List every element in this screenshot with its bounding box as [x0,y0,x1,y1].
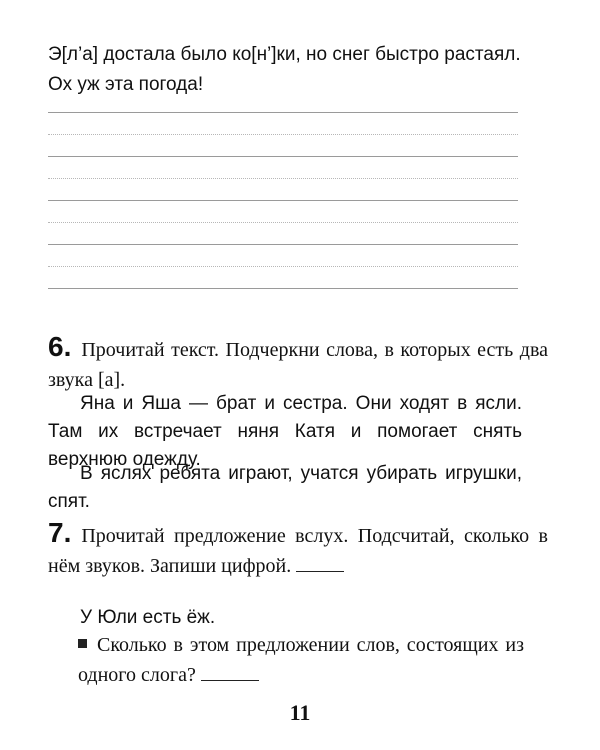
task-6-header [48,332,548,395]
writing-line [48,112,518,113]
bullet-square-icon [78,639,87,648]
task-7-question-text: Сколько в этом предложении слов, состоящих из одного слога? [78,634,524,686]
task-6-paragraph-1: Яна и Яша — брат и сестра. Они ходят в ясли. Там их встречает няня Катя и помогает снять верхнюю одежду. [48,393,522,470]
task-6-instruction: Прочитай текст. Подчеркни слова, в которых есть два звука [а]. [48,339,548,391]
writing-line [48,288,518,289]
answer-blank[interactable] [296,553,344,572]
writing-line [48,156,518,157]
writing-guide-line [48,178,518,179]
task-7-number: 7. [48,517,72,548]
writing-line [48,244,518,245]
task-7-header [48,518,548,581]
writing-guide-line [48,222,518,223]
task-7-instruction: Прочитай предложение вслух. Подсчитай, сколько в нём звуков. Запиши цифрой. [48,525,548,577]
exercise-sentence: Э[л’а] достала было ко[н’]ки, но снег быстро растаял. Ох уж эта погода! [48,44,521,95]
writing-guide-line [48,266,518,267]
writing-line [48,200,518,201]
answer-blank[interactable] [201,662,259,681]
task-7-sentence: У Юли есть ёж. [80,607,216,628]
page-number: 11 [289,700,311,725]
task-6-number: 6. [48,331,72,362]
task-7-question [78,630,524,690]
task-6-paragraph-2: В яслях ребята играют, учатся убирать игрушки, спят. [48,463,522,512]
writing-lines[interactable] [48,112,518,302]
writing-guide-line [48,134,518,135]
